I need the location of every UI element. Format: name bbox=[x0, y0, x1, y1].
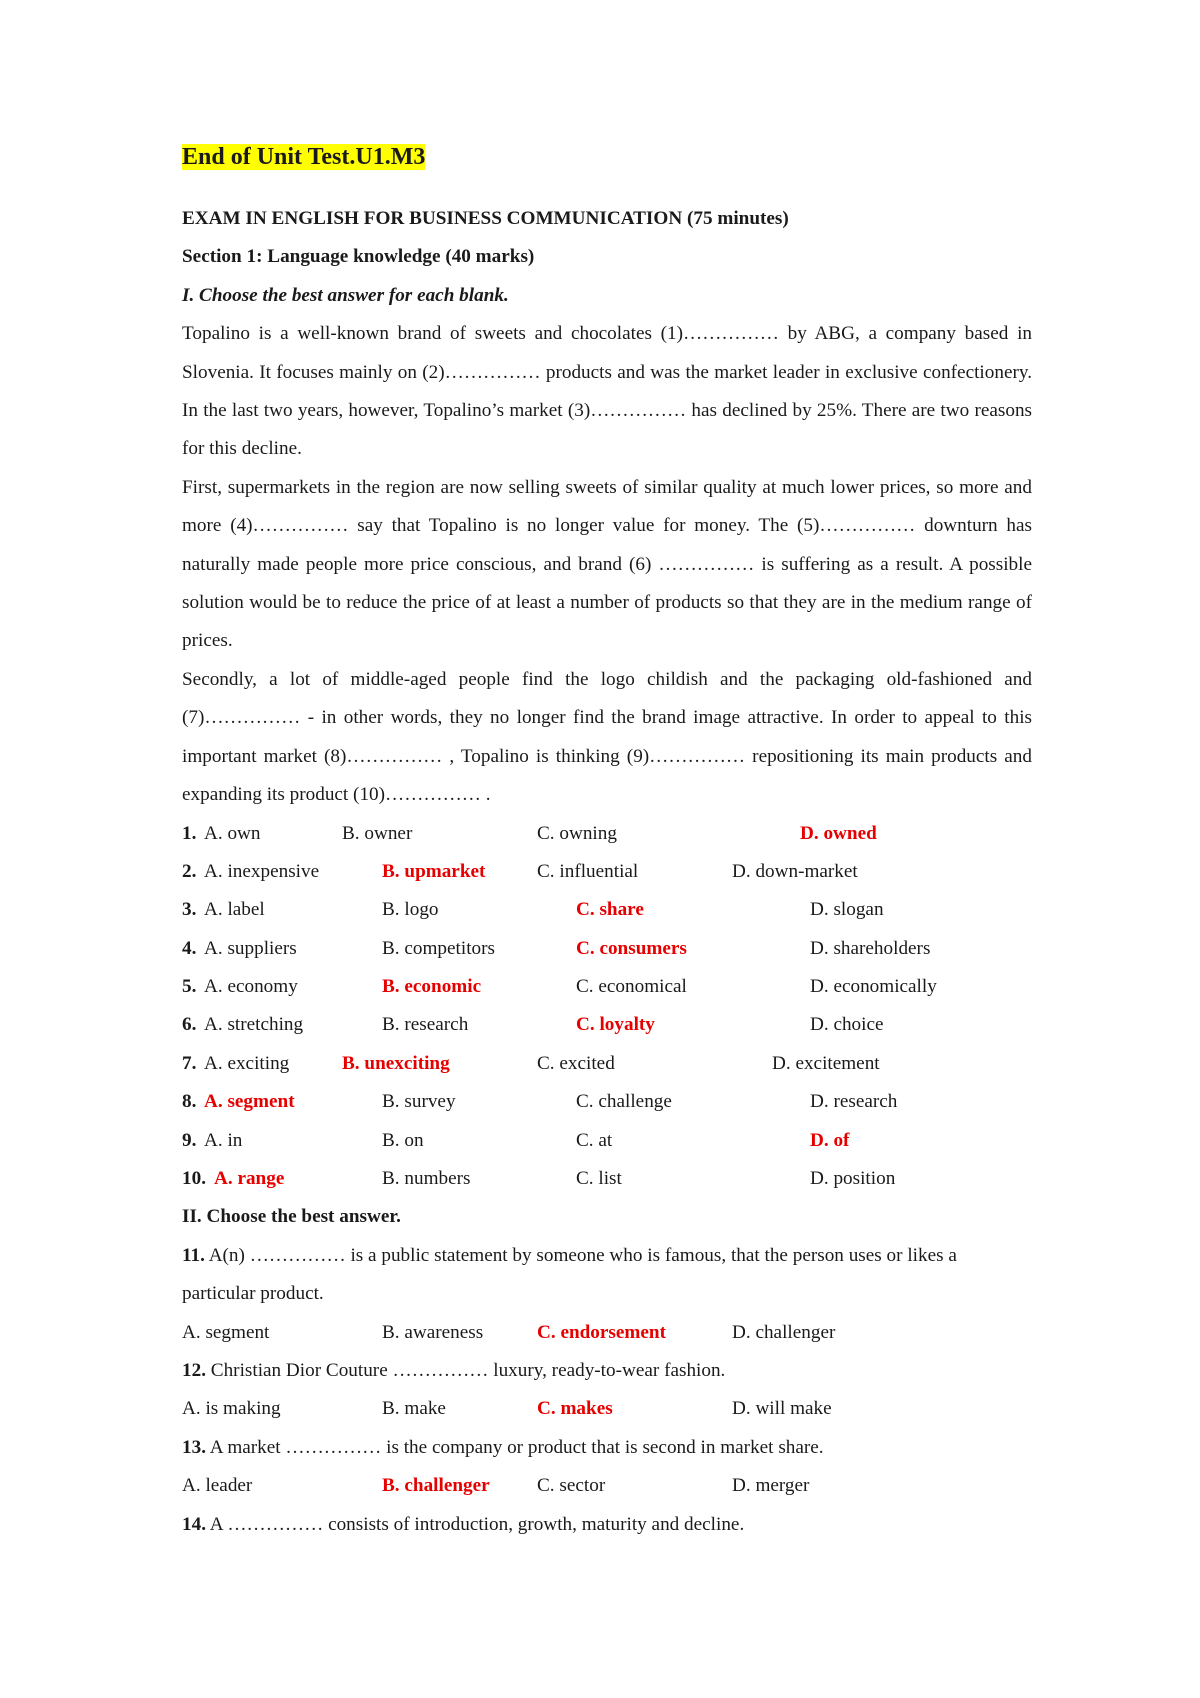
question-options-row bbox=[182, 815, 1032, 853]
answer-option: C. at bbox=[576, 1129, 613, 1151]
question-number: 12. bbox=[182, 1360, 206, 1382]
question-stem: Christian Dior Couture …………… luxury, ready-to-wear fashion. bbox=[210, 1360, 726, 1382]
answer-option: A. own bbox=[204, 822, 261, 844]
question-text bbox=[182, 1237, 1032, 1314]
question-text bbox=[182, 1506, 1032, 1544]
answer-option: B. owner bbox=[342, 822, 413, 844]
part2-question-list bbox=[182, 1237, 1032, 1544]
answer-option: B. research bbox=[382, 1014, 469, 1036]
question-number: 4. bbox=[182, 937, 197, 959]
answer-option: A. economy bbox=[204, 976, 298, 998]
answer-option: A. suppliers bbox=[204, 937, 297, 959]
question-options-row bbox=[182, 1467, 1032, 1505]
answer-option-correct: B. economic bbox=[382, 976, 482, 998]
answer-option-correct: A. range bbox=[214, 1168, 285, 1190]
answer-option: D. shareholders bbox=[810, 937, 931, 959]
answer-option: D. position bbox=[810, 1168, 896, 1190]
document-title: End of Unit Test.U1.M3 bbox=[182, 144, 426, 170]
question-number: 14. bbox=[182, 1513, 206, 1535]
question-number: 5. bbox=[182, 976, 197, 998]
question-stem: A …………… consists of introduction, growth, maturity and decline. bbox=[209, 1513, 745, 1535]
question-number: 13. bbox=[182, 1436, 206, 1458]
question-options-row bbox=[182, 1006, 1032, 1044]
answer-option: C. economical bbox=[576, 976, 687, 998]
answer-option-correct: D. owned bbox=[800, 822, 877, 844]
reading-passage bbox=[182, 315, 1032, 814]
question-options-row bbox=[182, 968, 1032, 1006]
answer-option: D. slogan bbox=[810, 899, 884, 921]
answer-option: C. owning bbox=[537, 822, 617, 844]
part1-instruction: I. Choose the best answer for each blank. bbox=[182, 284, 509, 306]
question-text bbox=[182, 1352, 1032, 1390]
question-options-row bbox=[182, 1083, 1032, 1121]
answer-option: C. challenge bbox=[576, 1091, 672, 1113]
question-number: 11. bbox=[182, 1244, 205, 1266]
answer-option: A. stretching bbox=[204, 1014, 304, 1036]
part2-instruction: II. Choose the best answer. bbox=[182, 1206, 401, 1228]
answer-option: B. competitors bbox=[382, 937, 495, 959]
question-stem: A(n) …………… is a public statement by someone who is famous, that the person uses or likes a particular product. bbox=[182, 1244, 957, 1305]
answer-option: B. make bbox=[382, 1398, 446, 1420]
answer-option: C. sector bbox=[537, 1475, 606, 1497]
passage-paragraph: Secondly, a lot of middle-aged people find the logo childish and the packaging old-fashioned and (7)…………… - in other words, they no longer find the brand image attractive. In order to appeal to this important market (8)…………… , Topalino is thinking (9)…………… repositioning its main products and expanding its product (10)…………… . bbox=[182, 668, 1032, 806]
section1-heading: Section 1: Language knowledge (40 marks) bbox=[182, 246, 535, 268]
answer-option: C. influential bbox=[537, 860, 639, 882]
question-options-row bbox=[182, 853, 1032, 891]
question-number: 1. bbox=[182, 822, 197, 844]
answer-option: D. challenger bbox=[732, 1321, 836, 1343]
question-number: 7. bbox=[182, 1052, 197, 1074]
question-number: 10. bbox=[182, 1168, 206, 1190]
question-number: 3. bbox=[182, 899, 197, 921]
answer-option-correct: B. challenger bbox=[382, 1475, 490, 1497]
question-options-row bbox=[182, 1160, 1032, 1198]
answer-option: B. on bbox=[382, 1129, 424, 1151]
answer-option: A. inexpensive bbox=[204, 860, 320, 882]
question-number: 9. bbox=[182, 1129, 197, 1151]
question-number: 2. bbox=[182, 860, 197, 882]
answer-option: A. is making bbox=[182, 1398, 281, 1420]
passage-paragraph: Topalino is a well-known brand of sweets and chocolates (1)…………… by ABG, a company based in Slovenia. It focuses mainly on (2)…………… products and was the market leader in exclusive confectionery. In the last two years, however, Topalino’s market (3)…………… has declined by 25%. There are two reasons for this decline. bbox=[182, 323, 1032, 460]
answer-option: B. awareness bbox=[382, 1321, 484, 1343]
answer-option: D. will make bbox=[732, 1398, 832, 1420]
question-options-row bbox=[182, 1390, 1032, 1428]
answer-option: A. segment bbox=[182, 1321, 270, 1343]
question-options-row bbox=[182, 1045, 1032, 1083]
answer-option-correct: B. unexciting bbox=[342, 1052, 450, 1074]
exam-page bbox=[182, 140, 1032, 1544]
answer-option: D. economically bbox=[810, 976, 937, 998]
passage-paragraph: First, supermarkets in the region are now selling sweets of similar quality at much lower prices, so more and more (4)…………… say that Topalino is no longer value for money. The (5)…………… downturn has naturally made people more price conscious, and brand (6) …………… is suffering as a result. A possible solution would be to reduce the price of at least a number of products so that they are in the medium range of prices. bbox=[182, 476, 1032, 652]
question-options-row bbox=[182, 930, 1032, 968]
answer-option: B. numbers bbox=[382, 1168, 471, 1190]
answer-option: A. label bbox=[204, 899, 265, 921]
answer-option: B. survey bbox=[382, 1091, 456, 1113]
answer-option: C. list bbox=[576, 1168, 622, 1190]
question-options-row bbox=[182, 1314, 1032, 1352]
answer-option-correct: C. makes bbox=[537, 1398, 613, 1420]
answer-option: A. exciting bbox=[204, 1052, 290, 1074]
answer-option: A. leader bbox=[182, 1475, 253, 1497]
question-options-row bbox=[182, 891, 1032, 929]
part1-question-list bbox=[182, 815, 1032, 1199]
answer-option-correct: C. share bbox=[576, 899, 644, 921]
answer-option: A. in bbox=[204, 1129, 243, 1151]
question-text bbox=[182, 1429, 1032, 1467]
answer-option: D. down-market bbox=[732, 860, 858, 882]
answer-option: D. merger bbox=[732, 1475, 810, 1497]
question-number: 8. bbox=[182, 1091, 197, 1113]
answer-option: C. excited bbox=[537, 1052, 615, 1074]
answer-option: D. excitement bbox=[772, 1052, 880, 1074]
answer-option-correct: C. consumers bbox=[576, 937, 687, 959]
question-number: 6. bbox=[182, 1014, 197, 1036]
answer-option: B. logo bbox=[382, 899, 439, 921]
answer-option-correct: D. of bbox=[810, 1129, 850, 1151]
answer-option: D. research bbox=[810, 1091, 898, 1113]
answer-option: D. choice bbox=[810, 1014, 884, 1036]
answer-option-correct: C. loyalty bbox=[576, 1014, 655, 1036]
question-stem: A market …………… is the company or product that is second in market share. bbox=[209, 1436, 824, 1458]
question-options-row bbox=[182, 1122, 1032, 1160]
answer-option-correct: A. segment bbox=[204, 1091, 295, 1113]
exam-heading: EXAM IN ENGLISH FOR BUSINESS COMMUNICATION (75 minutes) bbox=[182, 208, 789, 229]
answer-option-correct: B. upmarket bbox=[382, 860, 486, 882]
answer-option-correct: C. endorsement bbox=[537, 1321, 666, 1343]
